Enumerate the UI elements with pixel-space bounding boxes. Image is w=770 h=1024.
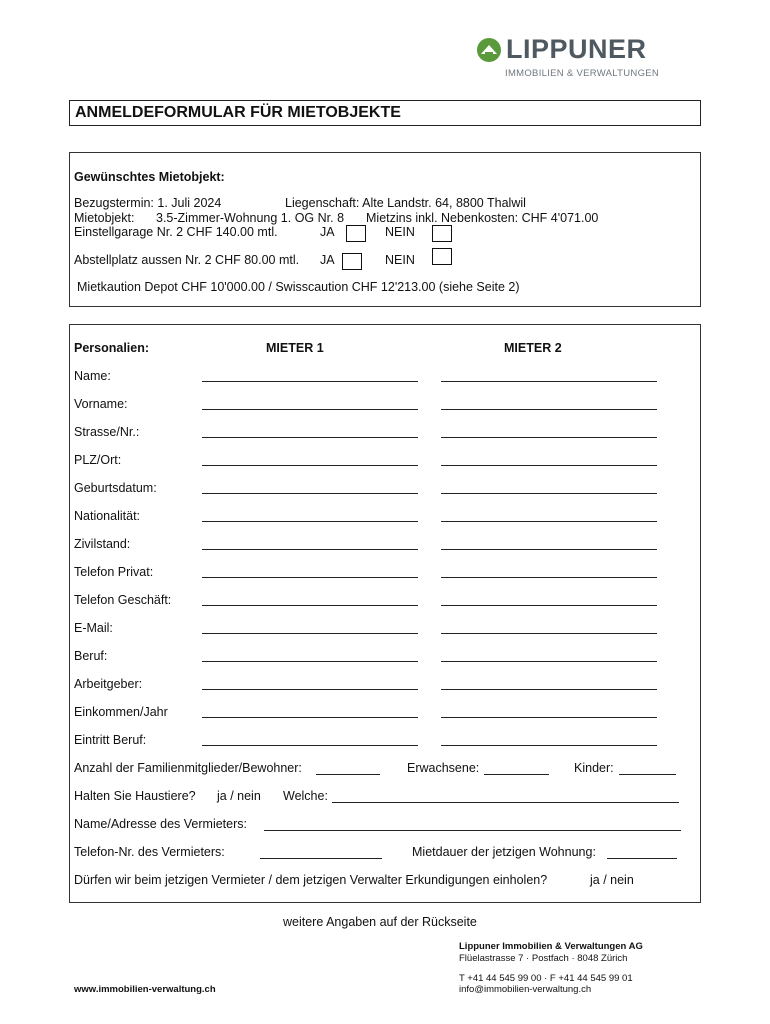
- parking-no-checkbox[interactable]: [432, 248, 452, 265]
- tenant2-input[interactable]: [441, 465, 657, 466]
- footer-address: Flüelastrasse 7 · Postfach · 8048 Zürich: [459, 953, 628, 964]
- object-heading: Gewünschtes Mietobjekt:: [74, 170, 225, 184]
- tenant2-input[interactable]: [441, 577, 657, 578]
- tenant1-input[interactable]: [202, 549, 418, 550]
- field-label: Arbeitgeber:: [74, 677, 143, 691]
- pets-which-label: Welche:: [283, 789, 328, 803]
- move-in-date: Bezugstermin: 1. Juli 2024: [74, 196, 222, 210]
- tenant2-input[interactable]: [441, 409, 657, 410]
- property-address: Liegenschaft: Alte Landstr. 64, 8800 Thalwil: [285, 196, 526, 210]
- company-logo: [476, 36, 676, 82]
- parking-yes-label: JA: [320, 253, 335, 267]
- adults-label: Erwachsene:: [407, 761, 480, 775]
- parking-no-label: NEIN: [385, 253, 415, 267]
- field-label: Nationalität:: [74, 509, 141, 523]
- field-label: Vorname:: [74, 397, 128, 411]
- children-input[interactable]: [619, 774, 676, 775]
- tenant1-input[interactable]: [202, 689, 418, 690]
- garage-no-checkbox[interactable]: [432, 225, 452, 242]
- tenant1-input[interactable]: [202, 605, 418, 606]
- tenant1-input[interactable]: [202, 437, 418, 438]
- tenant2-header: MIETER 2: [504, 341, 562, 355]
- tenant2-input[interactable]: [441, 549, 657, 550]
- field-label: Telefon Geschäft:: [74, 593, 172, 607]
- tenant2-input[interactable]: [441, 381, 657, 382]
- tenant2-input[interactable]: [441, 493, 657, 494]
- tenant2-input[interactable]: [441, 521, 657, 522]
- tenant2-input[interactable]: [441, 661, 657, 662]
- tenant2-input[interactable]: [441, 745, 657, 746]
- tenant2-input[interactable]: [441, 717, 657, 718]
- field-label: E-Mail:: [74, 621, 113, 635]
- garage-yes-checkbox[interactable]: [346, 225, 366, 242]
- children-label: Kinder:: [574, 761, 614, 775]
- deposit-info: Mietkaution Depot CHF 10'000.00 / Swisscaution CHF 12'213.00 (siehe Seite 2): [77, 280, 520, 294]
- rent-amount: Mietzins inkl. Nebenkosten: CHF 4'071.00: [366, 211, 599, 225]
- tenant1-input[interactable]: [202, 381, 418, 382]
- tenant2-input[interactable]: [441, 689, 657, 690]
- form-title-box: [69, 100, 701, 126]
- inquiry-consent-label: Dürfen wir beim jetzigen Vermieter / dem jetzigen Verwalter Erkundigungen einholen?: [74, 873, 548, 887]
- landlord-phone-input[interactable]: [260, 858, 382, 859]
- field-label: Eintritt Beruf:: [74, 733, 147, 747]
- household-input[interactable]: [316, 774, 380, 775]
- tenant1-input[interactable]: [202, 661, 418, 662]
- tenant2-input[interactable]: [441, 605, 657, 606]
- adults-input[interactable]: [484, 774, 549, 775]
- tenant1-header: MIETER 1: [266, 341, 324, 355]
- tenant1-input[interactable]: [202, 465, 418, 466]
- field-label: Einkommen/Jahr: [74, 705, 168, 719]
- parking-yes-checkbox[interactable]: [342, 253, 362, 270]
- parking-label: Abstellplatz aussen Nr. 2 CHF 80.00 mtl.: [74, 253, 300, 267]
- landlord-input[interactable]: [264, 830, 681, 831]
- field-label: Strasse/Nr.:: [74, 425, 140, 439]
- garage-yes-label: JA: [320, 225, 335, 239]
- tenant1-input[interactable]: [202, 521, 418, 522]
- field-label: Zivilstand:: [74, 537, 131, 551]
- field-label: Telefon Privat:: [74, 565, 154, 579]
- landlord-phone-label: Telefon-Nr. des Vermieters:: [74, 845, 225, 859]
- pets-which-input[interactable]: [332, 802, 679, 803]
- tenant1-input[interactable]: [202, 493, 418, 494]
- back-page-note: weitere Angaben auf der Rückseite: [283, 915, 477, 929]
- logo-wordmark: LIPPUNER: [506, 34, 647, 64]
- pets-options[interactable]: ja / nein: [217, 789, 261, 803]
- tenant1-input[interactable]: [202, 633, 418, 634]
- logo-mark-icon: [476, 37, 502, 63]
- tenant1-input[interactable]: [202, 577, 418, 578]
- form-title: ANMELDEFORMULAR FÜR MIETOBJEKTE: [75, 104, 401, 121]
- tenant2-input[interactable]: [441, 437, 657, 438]
- pets-label: Halten Sie Haustiere?: [74, 789, 196, 803]
- household-label: Anzahl der Familienmitglieder/Bewohner:: [74, 761, 302, 775]
- personal-heading: Personalien:: [74, 341, 150, 355]
- rental-duration-input[interactable]: [607, 858, 677, 859]
- tenant1-input[interactable]: [202, 717, 418, 718]
- logo-tagline: IMMOBILIEN & VERWALTUNGEN: [505, 68, 660, 79]
- field-label: Name:: [74, 369, 111, 383]
- field-label: PLZ/Ort:: [74, 453, 122, 467]
- inquiry-consent-options[interactable]: ja / nein: [590, 873, 634, 887]
- footer-phone: T +41 44 545 99 00 · F +41 44 545 99 01: [459, 973, 633, 984]
- tenant1-input[interactable]: [202, 409, 418, 410]
- tenant2-input[interactable]: [441, 633, 657, 634]
- footer-website: www.immobilien-verwaltung.ch: [74, 984, 216, 995]
- landlord-label: Name/Adresse des Vermieters:: [74, 817, 247, 831]
- footer-email: info@immobilien-verwaltung.ch: [459, 984, 592, 995]
- object-label: Mietobjekt:: [74, 211, 135, 225]
- field-label: Beruf:: [74, 649, 108, 663]
- footer-company: Lippuner Immobilien & Verwaltungen AG: [459, 941, 643, 952]
- field-label: Geburtsdatum:: [74, 481, 157, 495]
- garage-no-label: NEIN: [385, 225, 415, 239]
- rental-duration-label: Mietdauer der jetzigen Wohnung:: [412, 845, 596, 859]
- tenant1-input[interactable]: [202, 745, 418, 746]
- garage-label: Einstellgarage Nr. 2 CHF 140.00 mtl.: [74, 225, 278, 239]
- object-description: 3.5-Zimmer-Wohnung 1. OG Nr. 8: [156, 211, 345, 225]
